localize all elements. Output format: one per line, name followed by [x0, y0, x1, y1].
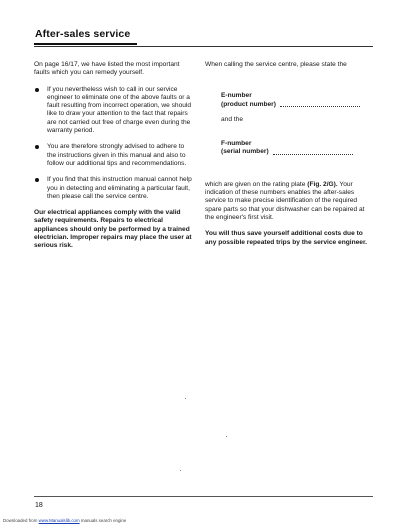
bullet-item: [34, 176, 194, 201]
footer-divider: [34, 496, 373, 497]
rating-plate-text: which are given on the rating plate: [205, 180, 308, 188]
bullet-item: [34, 86, 194, 136]
f-number-block: [205, 140, 373, 157]
service-intro: When calling the service centre, please state the: [205, 61, 347, 68]
title-underline: [34, 43, 137, 45]
rating-plate-continuation: Your indication of these numbers enables the after-sales service to make precise identification of the required spare parts so that your dishwasher can be repaired at the engineer's first visit.: [205, 180, 365, 221]
scan-speck: [185, 398, 186, 399]
intro-paragraph: On page 16/17, we have listed the most important faults which you can remedy yourself.: [34, 61, 180, 77]
bullet-icon: [35, 145, 39, 149]
rating-plate-paragraph: [205, 181, 373, 222]
bullet-text: If you nevertheless wish to call in our service engineer to eliminate one of the above faults or a fault resulting from incorrect operation, we should like to draw your attention to the fact that repairs are not carried out free of charge even during the warranty period.: [47, 85, 192, 135]
bullet-icon: [35, 178, 39, 182]
figure-reference: (Fig. 2/G).: [307, 180, 338, 188]
bullet-text: If you find that this instruction manual cannot help you in detecting and eliminating a particular fault, then please call the service centre.: [47, 176, 192, 200]
page-number: 18: [35, 502, 43, 509]
and-the-text: and the: [221, 115, 243, 123]
scan-speck: [226, 436, 227, 437]
bullet-text: You are therefore strongly advised to adhere to the instructions given in this manual and also to follow our additional tips and recommendations.: [47, 143, 187, 167]
header-divider: [34, 46, 373, 47]
f-number-fill-line: [273, 154, 353, 155]
right-column: [205, 61, 373, 255]
download-footer: [3, 518, 126, 523]
f-number-sub: (serial number): [221, 148, 269, 156]
left-column: [34, 61, 194, 259]
bullet-item: [34, 143, 194, 168]
manualslib-link[interactable]: www.Manualslib.com: [38, 518, 80, 523]
f-number-label: F-number: [221, 140, 252, 148]
safety-warning: Our electrical appliances comply with the valid safety requirements. Repairs to electrical appliances should only be performed by a trained electrician. Improper repairs may place the user at serious risk.: [34, 209, 192, 250]
page-title: After-sales service: [35, 28, 131, 40]
footer-suffix: manuals search engine: [79, 518, 127, 523]
cost-saving-note: You will thus save yourself additional costs due to any possible repeated trips by the service engineer.: [205, 230, 367, 246]
e-number-sub: (product number): [221, 100, 276, 108]
e-number-block: [205, 92, 373, 109]
scan-speck: [180, 470, 181, 471]
footer-prefix: Downloaded from: [3, 518, 39, 523]
e-number-fill-line: [280, 106, 360, 107]
e-number-label: E-number: [221, 92, 252, 100]
bullet-icon: [35, 88, 39, 92]
